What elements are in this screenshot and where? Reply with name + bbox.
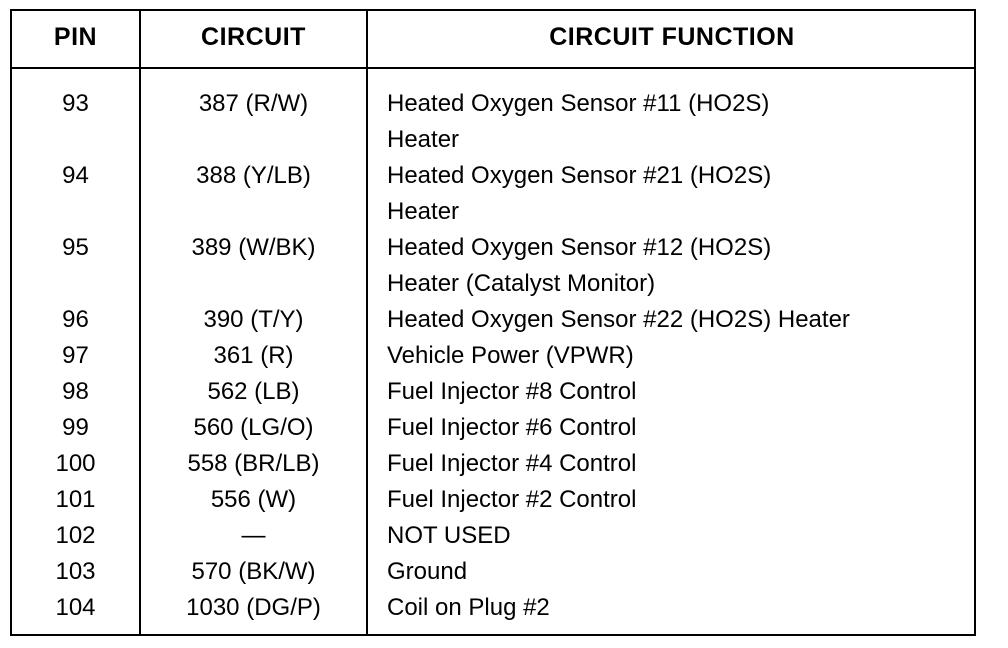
circuit-function-line: Coil on Plug #2: [387, 594, 550, 621]
circuit-cell: 387 (R/W): [198, 90, 309, 117]
table-header-row: [12, 11, 974, 67]
table-row: [12, 518, 974, 554]
circuit-function-cell: [387, 374, 972, 410]
pin-cell: 101: [55, 486, 96, 513]
circuit-cell: 390 (T/Y): [203, 306, 304, 333]
pin-cell: 98: [62, 378, 89, 405]
pin-cell: 102: [55, 522, 96, 549]
circuit-function-line: Heater: [387, 198, 460, 225]
circuit-function-cell: [387, 446, 972, 482]
circuit-function-line: Ground: [387, 558, 468, 585]
pin-circuit-table: [10, 9, 976, 636]
circuit-function-line: Heated Oxygen Sensor #22 (HO2S) Heater: [387, 306, 850, 333]
circuit-function-cell: [387, 230, 972, 302]
header-circuit: CIRCUIT: [201, 23, 306, 51]
table-row: [12, 338, 974, 374]
table-row: [12, 374, 974, 410]
table-row: [12, 158, 974, 230]
pin-cell: 97: [62, 342, 89, 369]
circuit-function-cell: [387, 518, 972, 554]
header-pin: PIN: [53, 23, 98, 51]
table-row: [12, 230, 974, 302]
circuit-function-line: Heated Oxygen Sensor #12 (HO2S): [387, 234, 772, 261]
circuit-cell: 556 (W): [210, 486, 297, 513]
circuit-cell: 388 (Y/LB): [196, 162, 311, 189]
circuit-function-cell: [387, 86, 972, 158]
circuit-function-cell: [387, 554, 972, 590]
circuit-function-cell: [387, 482, 972, 518]
header-divider: [12, 67, 974, 69]
circuit-function-line: Vehicle Power (VPWR): [387, 342, 634, 369]
circuit-function-line: Fuel Injector #4 Control: [387, 450, 637, 477]
table-row: [12, 482, 974, 518]
pin-cell: 100: [55, 450, 96, 477]
circuit-cell: 570 (BK/W): [191, 558, 316, 585]
circuit-cell: 558 (BR/LB): [187, 450, 320, 477]
table-row: [12, 590, 974, 626]
table-row: [12, 86, 974, 158]
circuit-cell: 361 (R): [213, 342, 294, 369]
pin-cell: 93: [62, 90, 89, 117]
table-row: [12, 554, 974, 590]
circuit-function-line: Fuel Injector #2 Control: [387, 486, 637, 513]
circuit-function-cell: [387, 410, 972, 446]
circuit-function-cell: [387, 590, 972, 626]
circuit-function-line: Heater (Catalyst Monitor): [387, 270, 656, 297]
circuit-function-line: Heated Oxygen Sensor #11 (HO2S): [387, 90, 770, 117]
circuit-cell: 562 (LB): [207, 378, 300, 405]
pin-cell: 95: [62, 234, 89, 261]
circuit-function-cell: [387, 338, 972, 374]
circuit-function-line: Fuel Injector #8 Control: [387, 378, 637, 405]
table-row: [12, 302, 974, 338]
circuit-cell: 1030 (DG/P): [186, 594, 321, 621]
circuit-function-line: Heated Oxygen Sensor #21 (HO2S): [387, 162, 772, 189]
circuit-function-line: Heater: [387, 126, 460, 153]
pin-cell: 103: [55, 558, 96, 585]
table-row: [12, 410, 974, 446]
pin-cell: 94: [62, 162, 89, 189]
circuit-function-line: NOT USED: [387, 522, 511, 549]
circuit-function-line: Fuel Injector #6 Control: [387, 414, 637, 441]
header-circuit-function: CIRCUIT FUNCTION: [549, 23, 795, 51]
table-row: [12, 446, 974, 482]
circuit-cell: —: [241, 522, 266, 549]
circuit-cell: 389 (W/BK): [191, 234, 316, 261]
circuit-function-cell: [387, 302, 972, 338]
pin-cell: 104: [55, 594, 96, 621]
circuit-function-cell: [387, 158, 972, 230]
table-body: [12, 86, 974, 626]
pin-cell: 99: [62, 414, 89, 441]
pin-cell: 96: [62, 306, 89, 333]
circuit-cell: 560 (LG/O): [193, 414, 314, 441]
